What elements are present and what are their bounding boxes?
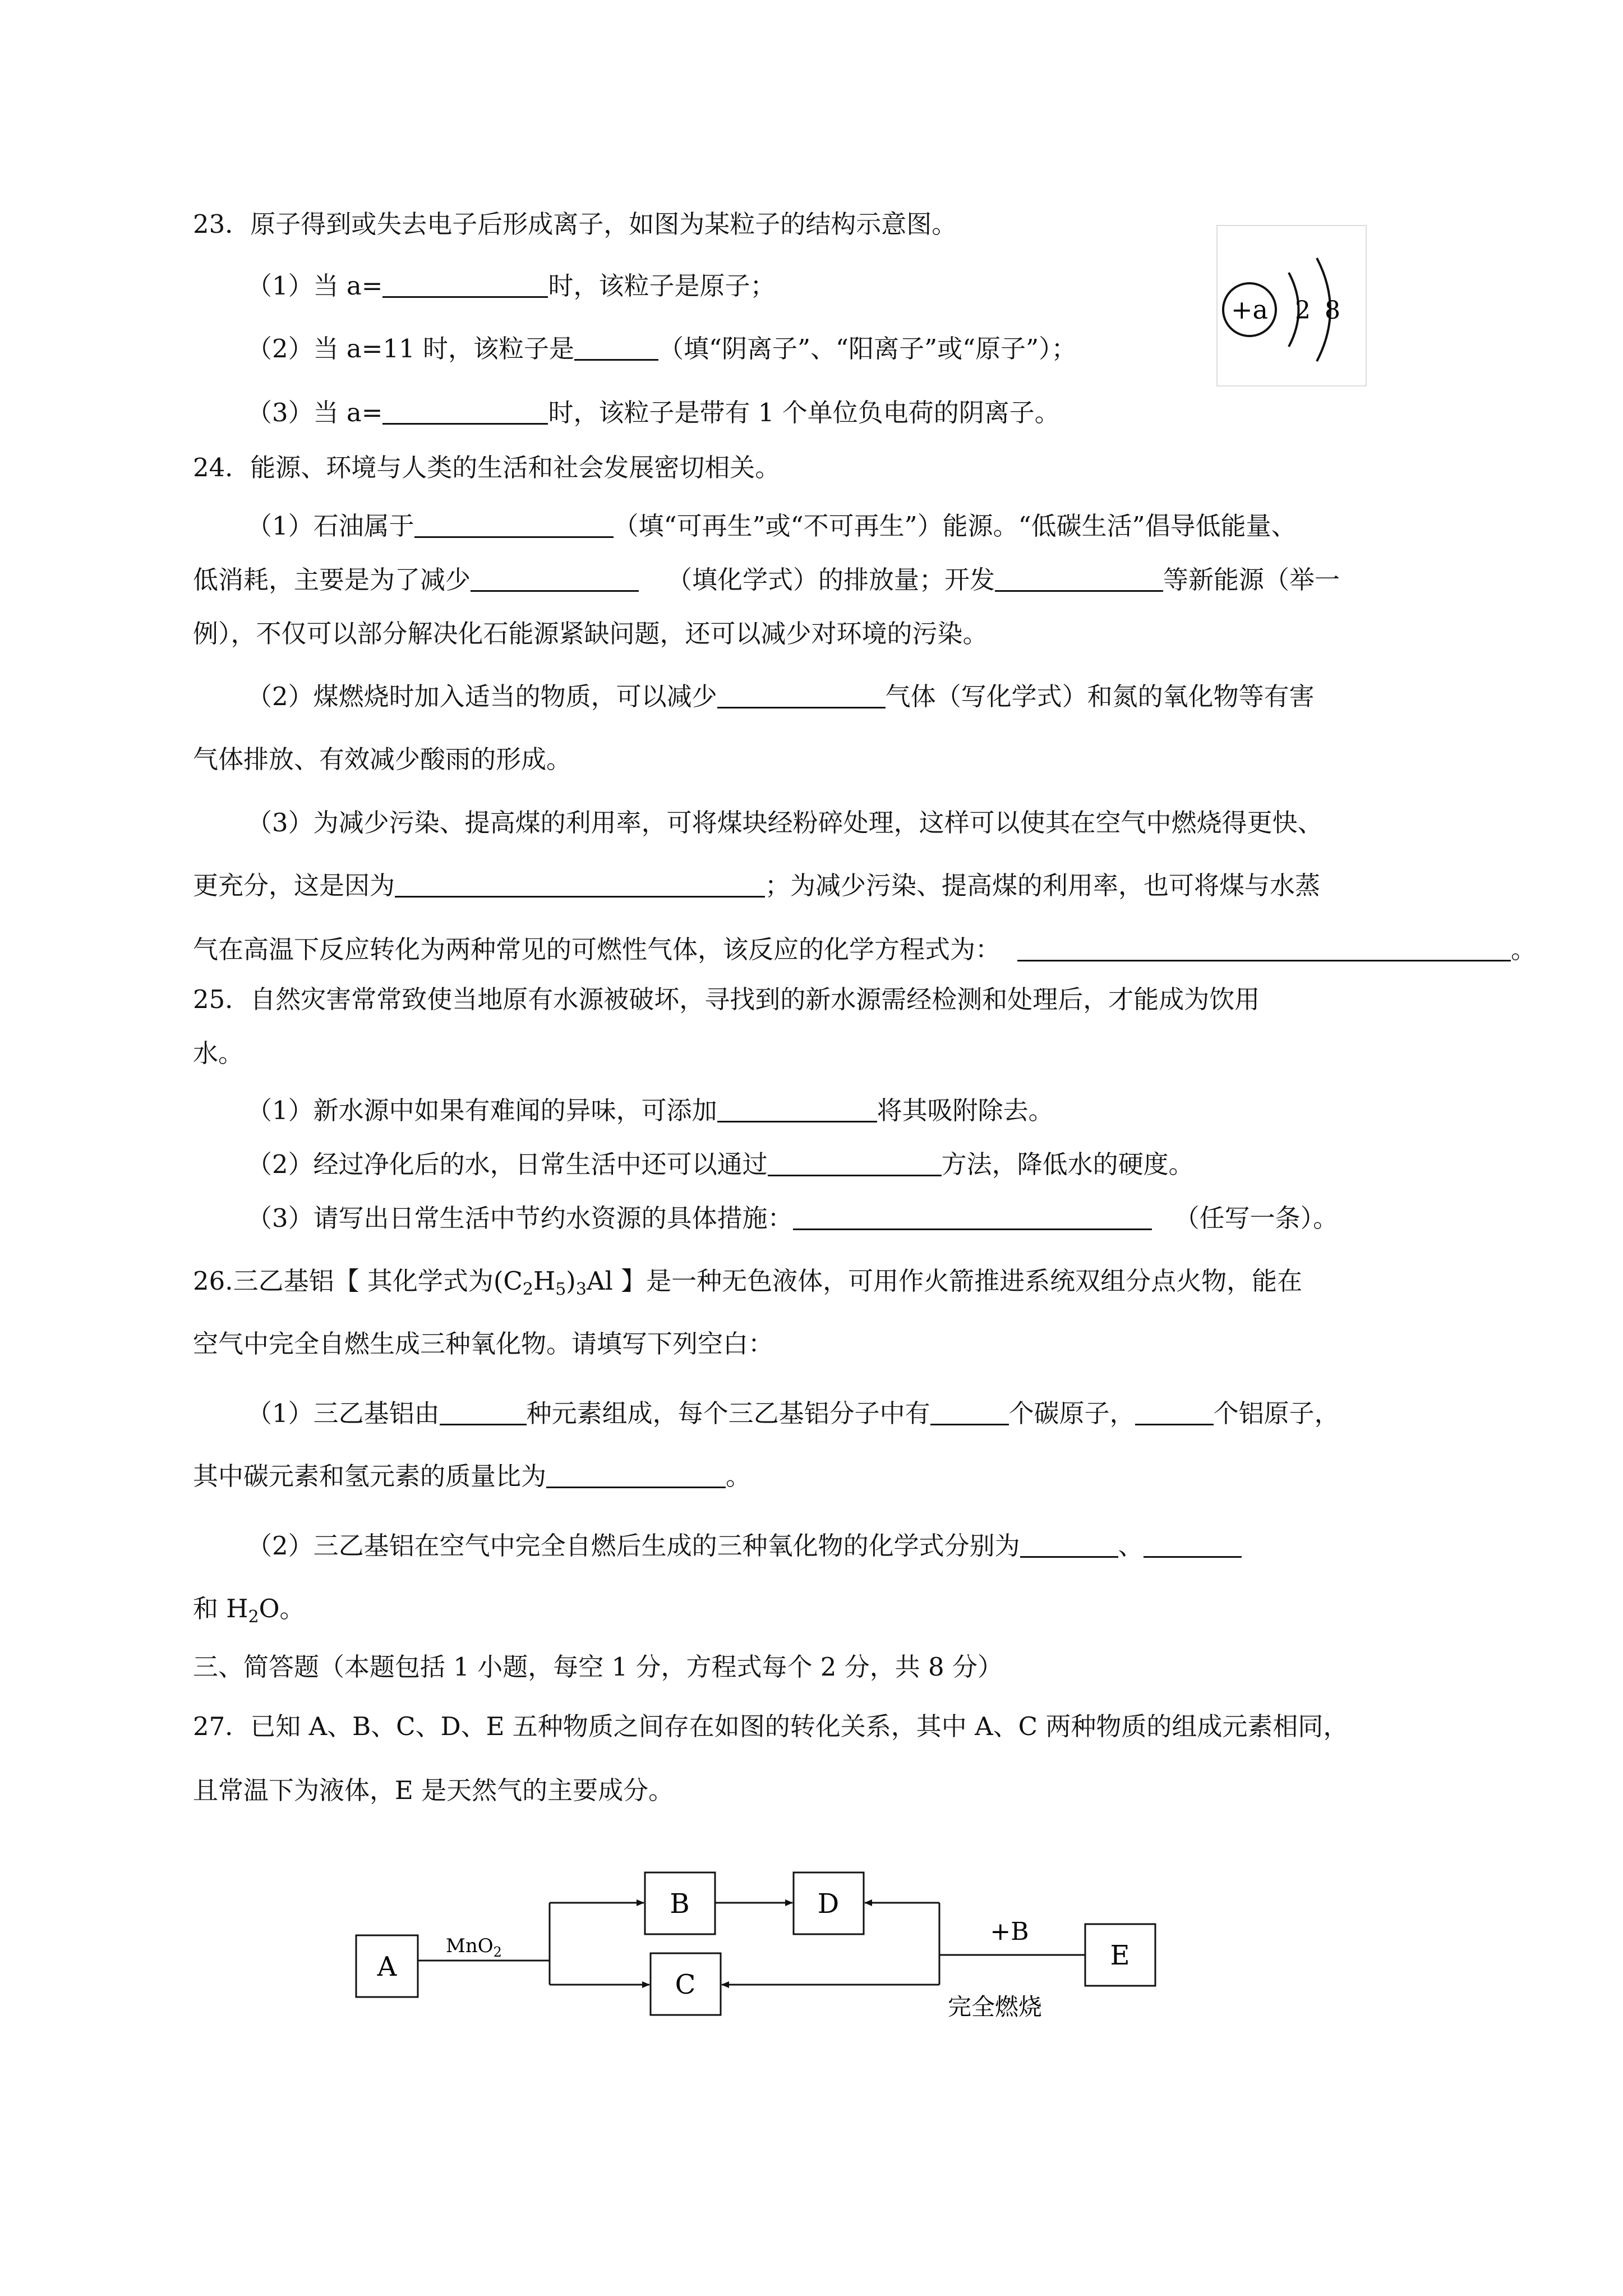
- q26-p2-text-b: 、: [1118, 1531, 1144, 1561]
- q26-water-text-2: O。: [259, 1594, 305, 1623]
- q24-part2-line2: 气体排放、有效减少酸雨的形成。: [193, 744, 572, 774]
- q25-blank-2[interactable]: [768, 1149, 942, 1176]
- q26-part2-line2: [193, 1591, 305, 1627]
- q24-part2-line1: [247, 679, 1315, 715]
- q23-blank-3[interactable]: [382, 397, 548, 425]
- q24-stem: 24．能源、环境与人类的生活和社会发展密切相关。: [193, 453, 781, 482]
- q24-part3-line2: [193, 868, 1320, 904]
- q24-blank-2[interactable]: [471, 564, 639, 592]
- q24-p3-text-e: 。: [1511, 935, 1537, 964]
- q26-formula-sub-1: 2: [522, 1280, 533, 1299]
- q23-stem: 23．原子得到或失去电子后形成离子，如图为某粒子的结构示意图。: [193, 209, 957, 239]
- q24-blank-3[interactable]: [995, 564, 1163, 592]
- q23-blank-1[interactable]: [382, 270, 548, 298]
- q24-p3-text-b: 更充分，这是因为: [193, 871, 395, 900]
- q24-p2-text-a: （2）煤燃烧时加入适当的物质，可以减少: [247, 682, 717, 711]
- q25-p1-text-a: （1）新水源中如果有难闻的异味，可添加: [247, 1096, 717, 1125]
- q23-p2-text-b: （填“阴离子”、“阳离子”或“原子”）；: [658, 334, 1077, 364]
- q26-formula-text-4: Al 】是一种无色液体，可用作火箭推进系统双组分点火物，能在: [586, 1266, 1303, 1296]
- outer-shell-electron-count: 8: [1325, 296, 1340, 325]
- q26-p1-text-b: 种元素组成，每个三乙基铝分子中有: [526, 1398, 930, 1428]
- q24-blank-1[interactable]: [414, 510, 614, 538]
- label-c: C: [675, 1969, 696, 2000]
- q24-p3-text-c: ；为减少污染、提高煤的利用率，也可将煤与水蒸: [765, 871, 1321, 900]
- label-a: A: [377, 1951, 397, 1982]
- q23-p2-text-a: （2）当 a=11 时，该粒子是: [247, 334, 575, 364]
- q26-formula-sub-2: 5: [555, 1280, 566, 1299]
- q23-part1: [247, 268, 775, 304]
- q27-stem-line1: 27．已知 A、B、C、D、E 五种物质之间存在如图的转化关系，其中 A、C 两种物质的组成元素相同，: [193, 1711, 1349, 1741]
- q26-blank-2[interactable]: [930, 1398, 1009, 1425]
- nucleus-charge-label: +a: [1231, 295, 1268, 325]
- q26-p1-text-c: 个碳原子，: [1008, 1398, 1135, 1428]
- q27-conversion-flowchart: [348, 1868, 1178, 2025]
- q23-p3-text-a: （3）当 a=: [247, 398, 383, 427]
- q26-formula-text-1: 26.三乙基铝【 其化学式为(C: [193, 1266, 523, 1296]
- q25-part3: [247, 1200, 1338, 1236]
- q26-stem-line2: 空气中完全自燃生成三种氧化物。请填写下列空白：: [193, 1329, 774, 1359]
- q26-blank-4[interactable]: [546, 1461, 726, 1488]
- inner-shell-electron-count: 2: [1295, 296, 1311, 325]
- q26-water-sub: 2: [248, 1607, 259, 1627]
- q24-blank-4[interactable]: [717, 681, 886, 708]
- q23-p3-text-b: 时，该粒子是带有 1 个单位负电荷的阴离子。: [548, 398, 1060, 427]
- q25-part1: [247, 1093, 1054, 1129]
- q26-blank-3[interactable]: [1135, 1398, 1214, 1425]
- q25-stem-line2: 水。: [193, 1038, 244, 1068]
- q25-blank-3[interactable]: [793, 1203, 1152, 1230]
- q24-p1-text-a: （1）石油属于: [247, 511, 414, 541]
- atom-structure-diagram: [1216, 224, 1367, 387]
- label-d: D: [817, 1888, 840, 1920]
- q26-part1-line2: [193, 1458, 751, 1494]
- q23-p1-text-a: （1）当 a=: [247, 271, 383, 301]
- q27-stem-line2: 且常温下为液体，E 是天然气的主要成分。: [193, 1775, 674, 1805]
- q24-p2-text-b: 气体（写化学式）和氮的氧化物等有害: [885, 682, 1315, 711]
- q26-formula-text-2: H: [533, 1266, 556, 1296]
- label-b: B: [670, 1888, 690, 1920]
- q25-p2-text-a: （2）经过净化后的水，日常生活中还可以通过: [247, 1149, 768, 1179]
- q26-p1-text-a: （1）三乙基铝由: [247, 1398, 440, 1428]
- q24-part3-line3: [193, 932, 1536, 968]
- q25-p1-text-b: 将其吸附除去。: [877, 1096, 1054, 1125]
- q24-blank-6[interactable]: [1017, 934, 1511, 961]
- q26-part1-line1: [247, 1396, 1340, 1432]
- q24-part1-line3: 例），不仅可以部分解决化石能源紧缺问题，还可以减少对环境的污染。: [193, 619, 988, 648]
- q26-p2-text-a: （2）三乙基铝在空气中完全自燃后生成的三种氧化物的化学式分别为: [247, 1531, 1020, 1561]
- plus-b-label: +B: [990, 1917, 1029, 1946]
- q25-blank-1[interactable]: [717, 1095, 877, 1122]
- q26-formula-sub-3: 3: [575, 1280, 587, 1299]
- q26-blank-5[interactable]: [1020, 1530, 1118, 1558]
- q23-p1-text-b: 时，该粒子是原子；: [548, 271, 776, 301]
- section-3-heading: 三、简答题（本题包括 1 小题，每空 1 分，方程式每个 2 分，共 8 分）: [193, 1652, 1003, 1682]
- q25-p2-text-b: 方法，降低水的硬度。: [941, 1149, 1194, 1179]
- q24-blank-5[interactable]: [395, 870, 765, 898]
- catalyst-label: MnO$_2$: [446, 1935, 502, 1960]
- q24-p1-text-b: （填“可再生”或“不可再生”）能源。“低碳生活”倡导低能量、: [613, 511, 1297, 541]
- q26-blank-6[interactable]: [1144, 1530, 1242, 1558]
- q25-p3-text-a: （3）请写出日常生活中节约水资源的具体措施：: [247, 1203, 793, 1233]
- q24-part1-line2: [193, 562, 1340, 598]
- q25-part2: [247, 1147, 1194, 1182]
- q26-p1-text-d: 个铝原子，: [1213, 1398, 1340, 1428]
- combustion-label: 完全燃烧: [948, 1993, 1043, 2021]
- q26-blank-1[interactable]: [440, 1398, 527, 1425]
- q25-stem-line1: 25．自然灾害常常致使当地原有水源被破坏，寻找到的新水源需经检测和处理后，才能成为饮用: [193, 984, 1260, 1014]
- q26-formula-text-3: ): [566, 1266, 576, 1296]
- q24-p1-text-d: （填化学式）的排放量；开发: [667, 565, 995, 595]
- q24-p1-text-e: 等新能源（举一: [1163, 565, 1340, 595]
- q23-part2: [247, 331, 1077, 367]
- q26-stem-line1: [193, 1263, 1302, 1299]
- q26-part2-line1: [247, 1528, 1242, 1564]
- q26-p1-text-f: 。: [726, 1461, 751, 1491]
- label-e: E: [1110, 1940, 1130, 1971]
- q24-p1-text-c: 低消耗，主要是为了减少: [193, 565, 471, 595]
- q24-part3-line1: （3）为减少污染、提高煤的利用率，可将煤块经粉碎处理，这样可以使其在空气中燃烧得更快、: [247, 808, 1323, 838]
- q24-part1-line1: [247, 508, 1297, 544]
- q25-p3-text-b: （任写一条）。: [1174, 1203, 1339, 1233]
- q26-water-text-1: 和 H: [193, 1594, 248, 1623]
- q26-p1-text-e: 其中碳元素和氢元素的质量比为: [193, 1461, 547, 1491]
- q24-p3-text-d: 气在高温下反应转化为两种常见的可燃性气体，该反应的化学方程式为：: [193, 935, 1001, 964]
- q23-part3: [247, 395, 1060, 431]
- q23-blank-2[interactable]: [574, 333, 658, 361]
